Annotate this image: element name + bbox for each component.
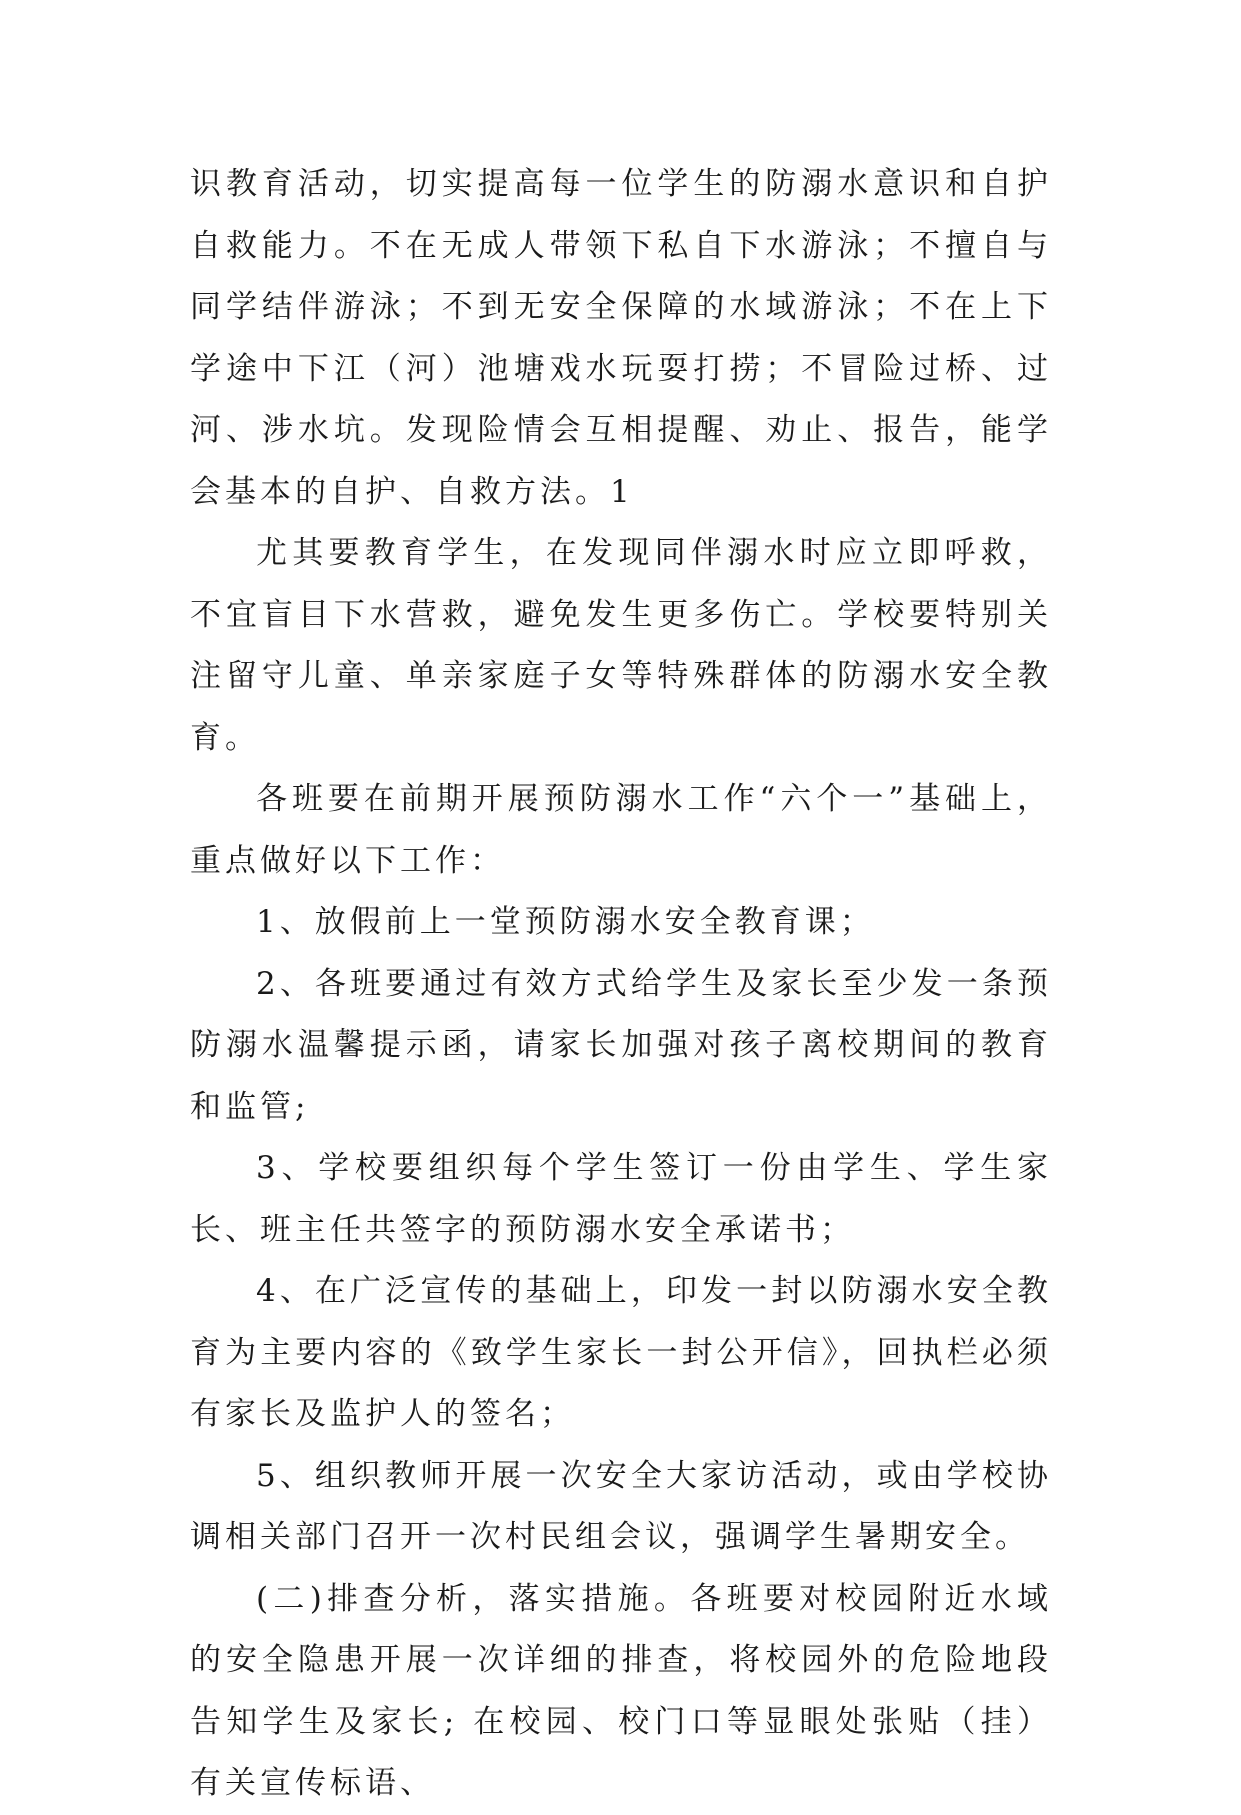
document-body <box>190 154 1052 1815</box>
list-item-3: 3、学校要组织每个学生签订一份由学生、学生家长、班主任共签字的预防溺水安全承诺书； <box>190 1150 1052 1248</box>
list-item-1: 1、放假前上一堂预防溺水安全教育课； <box>256 904 875 940</box>
list-item-5: 5、组织教师开展一次安全大家访活动，或由学校协调相关部门召开一次村民组会议，强调学生暑期安全。 <box>190 1457 1052 1555</box>
list-item-4: 4、在广泛宣传的基础上，印发一封以防溺水安全教育为主要内容的《致学生家长一封公开信》，回执栏必须有家长及监护人的签名； <box>190 1273 1052 1432</box>
paragraph-continuation: 识教育活动，切实提高每一位学生的防溺水意识和自护自救能力。不在无成人带领下私自下水游泳；不擅自与同学结伴游泳；不到无安全保障的水域游泳；不在上下学途中下江（河）池塘戏水玩耍打捞；不冒险过桥、过河、涉水坑。发现险情会互相提醒、劝止、报告，能学会基本的自护、自救方法。1 <box>190 166 1052 510</box>
list-item-2: 2、各班要通过有效方式给学生及家长至少发一条预防溺水温馨提示函，请家长加强对孩子离校期间的教育和监管; <box>190 965 1052 1125</box>
paragraph-class-tasks-intro: 各班要在前期开展预防溺水工作“六个一”基础上，重点做好以下工作： <box>190 781 1052 879</box>
paragraph-section-2: (二)排查分析，落实措施。各班要对校园附近水域的安全隐患开展一次详细的排查，将校园外的危险地段告知学生及家长; 在校园、校门口等显眼处张贴（挂）有关宣传标语、 <box>190 1580 1052 1801</box>
paragraph-rescue-guidance: 尤其要教育学生，在发现同伴溺水时应立即呼救，不宜盲目下水营救，避免发生更多伤亡。学校要特别关注留守儿童、单亲家庭子女等特殊群体的防溺水安全教育。 <box>190 535 1052 756</box>
